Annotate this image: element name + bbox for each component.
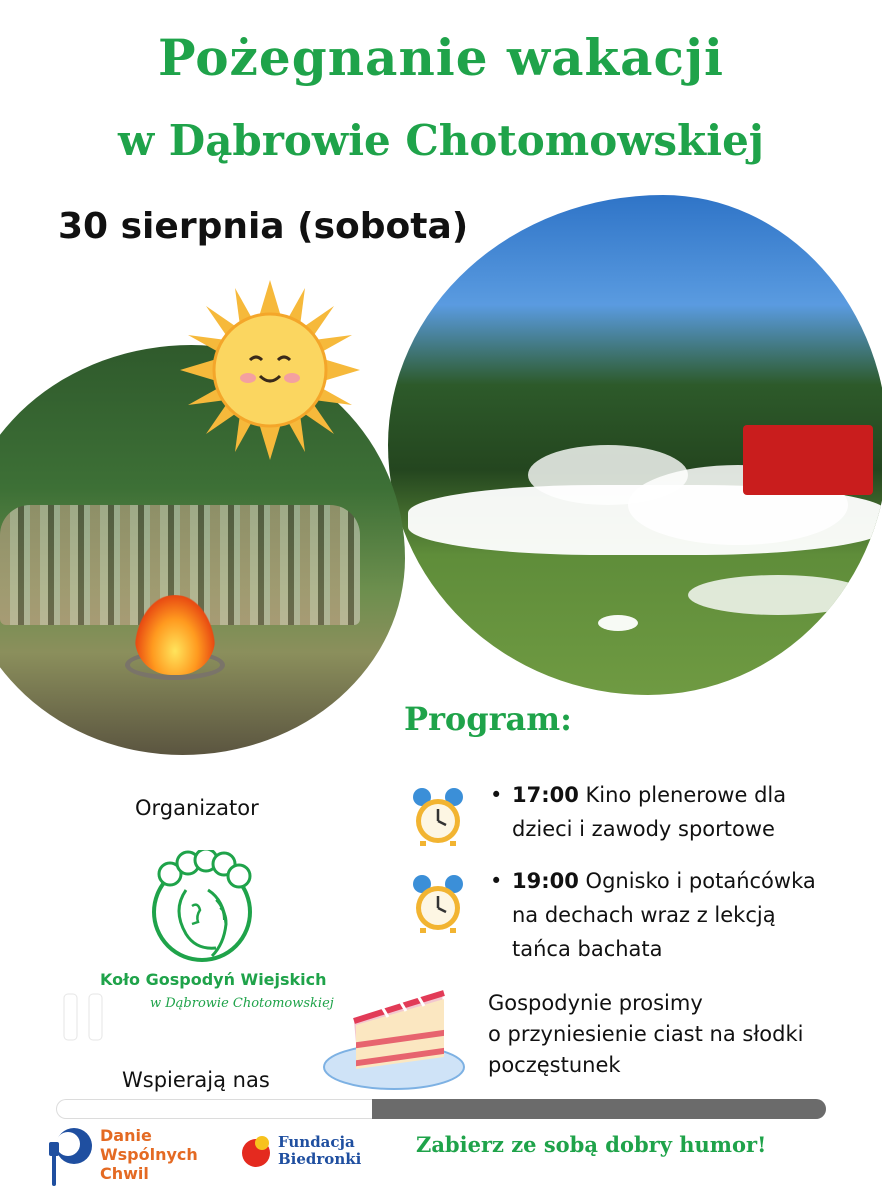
- title-line-2: w Dąbrowie Chotomowskiej: [118, 116, 764, 165]
- organizer-subname: w Dąbrowie Chotomowskiej: [150, 996, 334, 1011]
- program-text: dzieci i zawody sportowe: [512, 817, 775, 841]
- bonfire: [135, 595, 215, 675]
- note-line: o przyniesienie ciast na słodki: [488, 1022, 804, 1046]
- cake-slice-icon: [322, 985, 472, 1093]
- foam-party-photo: [388, 195, 882, 695]
- program-time: 19:00: [512, 869, 579, 893]
- kgw-wreath-logo-icon: [146, 850, 258, 968]
- sponsor-text: Wspólnych: [100, 1145, 198, 1164]
- sponsor-text: Fundacja: [278, 1133, 355, 1151]
- bake-request-note: [488, 988, 858, 1081]
- slogan: Zabierz ze sobą dobry humor!: [416, 1132, 767, 1157]
- program-item-1900: [490, 864, 816, 966]
- smiling-sun-icon: [180, 280, 360, 460]
- note-line: Gospodynie prosimy: [488, 991, 703, 1015]
- ladybug-logo-icon: [240, 1134, 274, 1168]
- program-item-1700: [490, 778, 786, 846]
- danie-wspolnych-chwil-logo-icon: [44, 1124, 94, 1188]
- program-text: na dechach wraz z lekcją: [512, 903, 776, 927]
- sponsors-label: Wspierają nas: [122, 1068, 270, 1092]
- sponsor-text: Chwil: [100, 1164, 149, 1183]
- program-time: 17:00: [512, 783, 579, 807]
- bullet: •: [490, 783, 503, 807]
- program-text: tańca bachata: [512, 937, 663, 961]
- bullet: •: [490, 869, 503, 893]
- organizer-label: Organizator: [135, 796, 259, 820]
- program-heading: Program:: [404, 700, 572, 738]
- progress-remaining: [372, 1099, 826, 1119]
- program-text: Kino plenerowe dla: [578, 783, 787, 807]
- title-line-1: Pożegnanie wakacji: [157, 28, 725, 87]
- sponsor-dpc: [100, 1126, 220, 1183]
- sponsor-biedronka: [278, 1134, 378, 1168]
- note-line: poczęstunek: [488, 1053, 621, 1077]
- alarm-clock-icon: [410, 785, 466, 847]
- program-text: Ognisko i potańcówka: [578, 869, 816, 893]
- story-progress-bar[interactable]: [56, 1099, 826, 1119]
- fire-truck: [743, 425, 873, 495]
- sponsor-text: Biedronki: [278, 1150, 362, 1168]
- sponsor-text: Danie: [100, 1126, 152, 1145]
- event-date: 30 sierpnia (sobota): [58, 206, 469, 247]
- pause-button[interactable]: [60, 990, 106, 1044]
- alarm-clock-icon: [410, 872, 466, 934]
- organizer-name: Koło Gospodyń Wiejskich: [100, 970, 327, 989]
